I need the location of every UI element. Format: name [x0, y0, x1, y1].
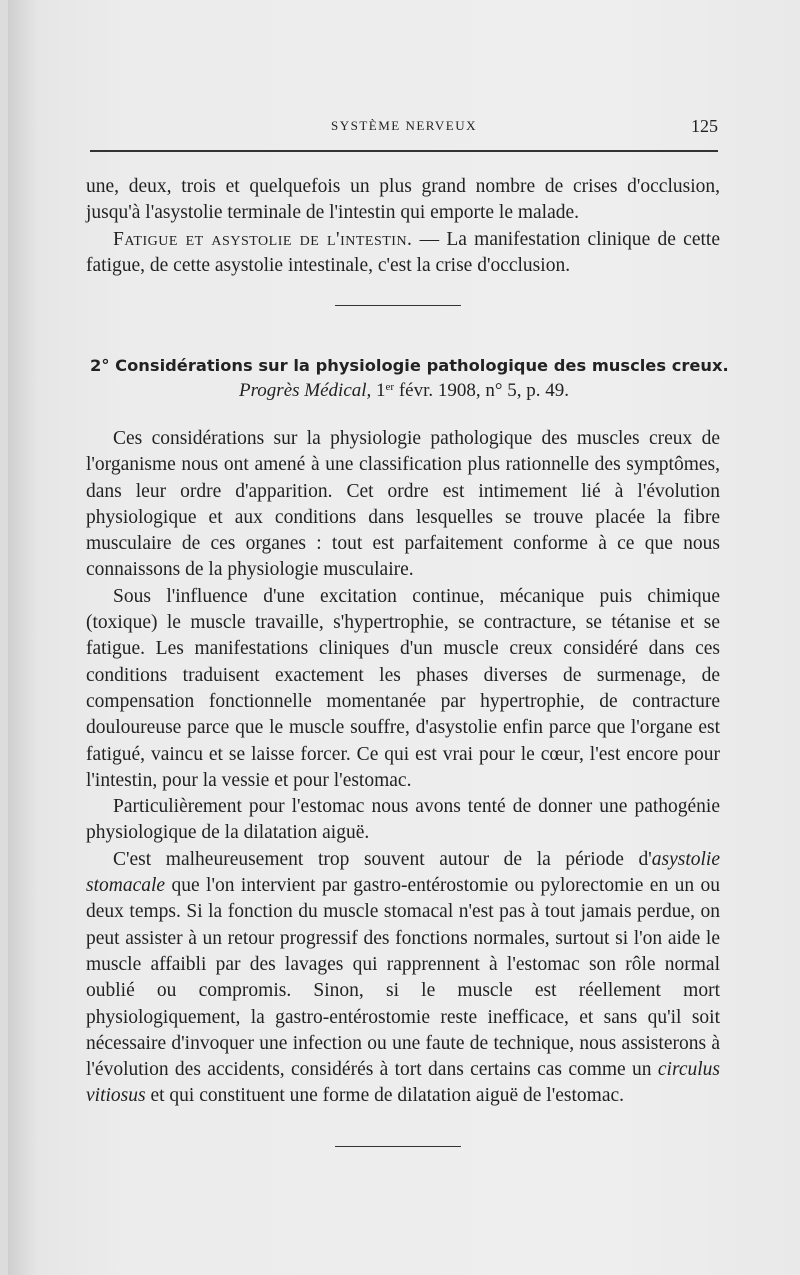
body-paragraph-3: Particulièrement pour l'estomac nous avons tenté de donner une pathogénie physiologique de la dilatation aiguë.	[86, 796, 720, 844]
body-paragraph-4-part-c: et qui constituent une forme de dilatation aiguë de l'estomac.	[145, 1085, 625, 1107]
citation-sup: er	[385, 381, 395, 393]
intro-paragraph-2-text: — La manifestation clinique de cette fatigue, de cette asystolie intestinale, c'est la crise d'occlusion.	[86, 228, 720, 276]
citation-day: 1	[371, 380, 386, 401]
body-paragraph-4-italic-2: circulus vitiosus	[86, 1059, 720, 1107]
body-paragraph-4-part-b: que l'on intervient par gastro-entérostomie ou pylorectomie en un ou deux temps. Si la fonction du muscle stomacal n'est pas à tout jamais perdue, on peut assister à un retour progressif des fonctions normales, surtout si l'on aide le muscle affaibli par des lavages qui rapprennent à l'estomac son rôle normal oublié ou compromis. Sinon, si le muscle est réellement mort physiologiquement, la gastro-entérostomie reste inefficace, et sans qu'il soit nécessaire d'invoquer une infection ou une faute de technique, nous assisterons à l'évolution des accidents, considérés à tort dans certains cas comme un	[86, 875, 720, 1081]
body-paragraph-4-part-a: C'est malheureusement trop souvent autour de la période d'	[113, 848, 652, 870]
page-number: 125	[691, 116, 718, 136]
section-divider-bottom	[335, 1146, 461, 1147]
intro-paragraph-2	[86, 227, 720, 280]
intro-paragraph-2-heading: Fatigue et asystolie de l'intestin.	[113, 228, 413, 250]
citation-journal: Progrès Médical,	[239, 380, 372, 401]
section-citation	[8, 380, 800, 402]
body-paragraph-4	[86, 847, 720, 1110]
citation-rest: févr. 1908, n° 5, p. 49.	[394, 380, 569, 401]
section-heading	[90, 356, 729, 375]
section-body	[86, 426, 720, 1110]
page-header	[8, 118, 800, 138]
intro-paragraph-1: une, deux, trois et quelquefois un plus grand nombre de crises d'occlusion, jusqu'à l'asystolie terminale de l'intestin qui emporte le malade.	[86, 176, 720, 224]
intro-text	[86, 174, 720, 279]
header-rule	[90, 150, 718, 152]
body-paragraph-2: Sous l'influence d'une excitation continue, mécanique puis chimique (toxique) le muscle travaille, s'hypertrophie, se contracture, se tétanise et se fatigue. Les manifestations cliniques d'un muscle creux considéré dans ces conditions traduisent exactement les phases diverses de surmenage, de compensation fonctionnelle momentanée par hypertrophie, de contracture douloureuse parce que le muscle souffre, d'asystolie enfin parce que l'organe est fatigué, vaincu et se laisse forcer. Ce qui est vrai pour le cœur, l'est encore pour l'intestin, pour la vessie et pour l'estomac.	[86, 585, 720, 791]
section-divider-top	[335, 305, 461, 306]
body-paragraph-4-italic-1: asystolie stomacale	[86, 848, 720, 897]
running-title: SYSTÈME NERVEUX	[330, 118, 478, 133]
section-title: Considérations sur la physiologie pathologique des muscles creux.	[109, 356, 729, 375]
page	[8, 0, 800, 1275]
section-number: 2°	[90, 356, 110, 375]
body-paragraph-1: Ces considérations sur la physiologie pathologique des muscles creux de l'organisme nous ont amené à une classification plus rationnelle des symptômes, dans leur ordre d'apparition. Cet ordre est intimement lié à l'évolution physiologique et aux conditions dans lesquelles se trouve placée la fibre musculaire de ces organes : tout est parfaitement conforme à ce que nous connaissons de la physiologie musculaire.	[86, 428, 720, 581]
